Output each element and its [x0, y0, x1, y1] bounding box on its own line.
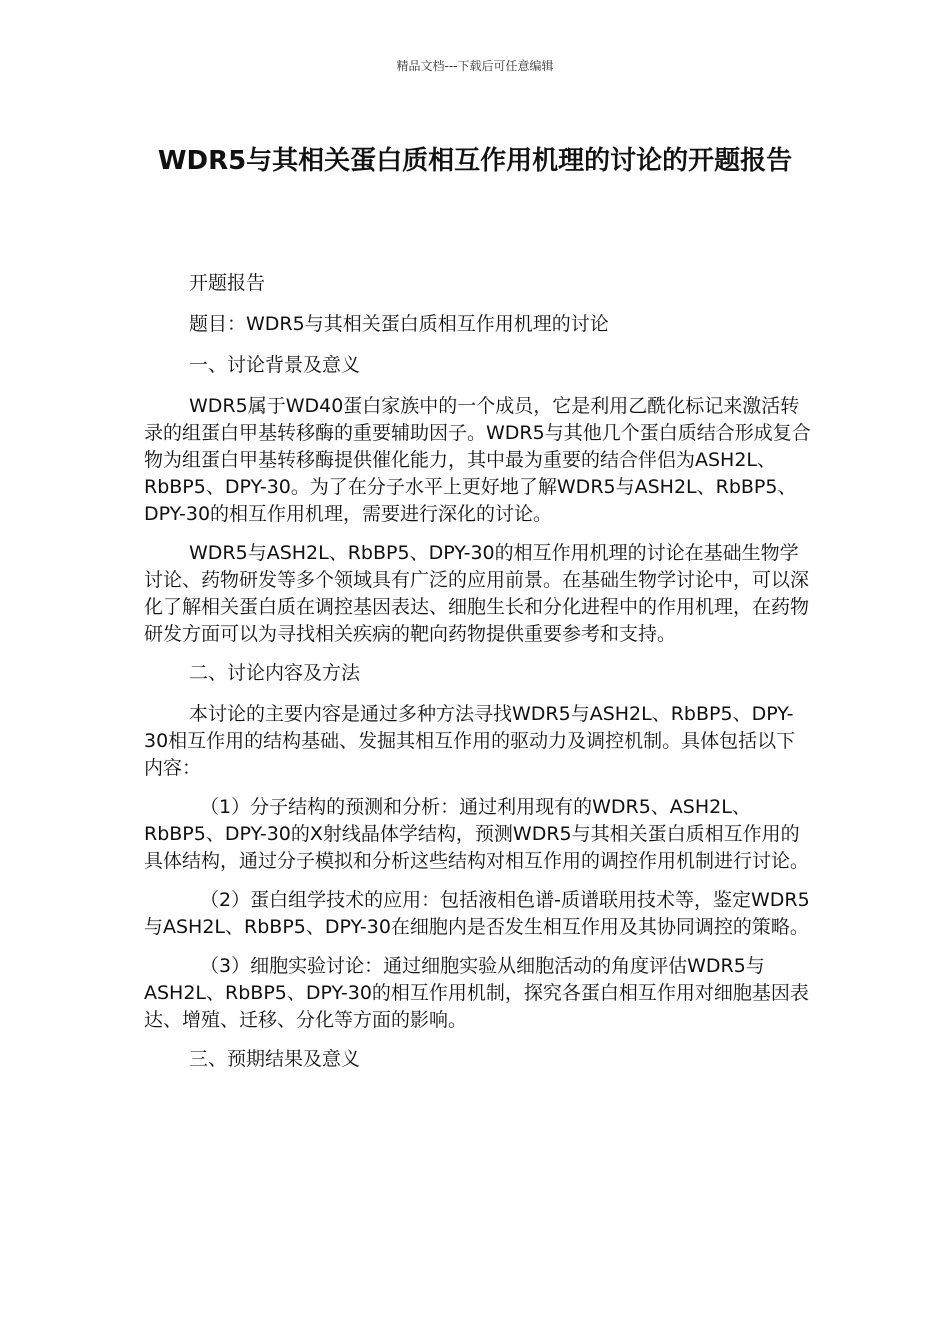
paragraph-background-1: WDR5属于WD40蛋白家族中的一个成员，它是利用乙酰化标记来激活转录的组蛋白甲基转移酶的重要辅助因子。WDR5与其他几个蛋白质结合形成复合物为组蛋白甲基转移酶提供催化能力，其中最为重要的结合伴侣为ASH2L、RbBP5、DPY-30。为了在分子水平上更好地了解WDR5与ASH2L、RbBP5、DPY-30的相互作用机理，需要进行深化的讨论。 [144, 395, 811, 525]
list-item-structure-prediction: （1）分子结构的预测和分析：通过利用现有的WDR5、ASH2L、RbBP5、DPY-30的X射线晶体学结构，预测WDR5与其相关蛋白质相互作用的具体结构，通过分子模拟和分析这些结构对相互作用的调控作用机制进行讨论。 [144, 796, 810, 872]
section-heading-expected-results: 三、预期结果及意义 [189, 1048, 361, 1070]
report-label: 开题报告 [189, 272, 266, 294]
paragraph-background-2: WDR5与ASH2L、RbBP5、DPY-30的相互作用机理的讨论在基础生物学讨论、药物研发等多个领域具有广泛的应用前景。在基础生物学讨论中，可以深化了解相关蛋白质在调控基因表达、细胞生长和分化进程中的作用机理，在药物研发方面可以为寻找相关疾病的靶向药物提供重要参考和支持。 [144, 542, 810, 645]
paragraph-content-intro: 本讨论的主要内容是通过多种方法寻找WDR5与ASH2L、RbBP5、DPY-30相互作用的结构基础、发掘其相互作用的驱动力及调控机制。具体包括以下内容： [144, 703, 796, 779]
section-heading-content-methods: 二、讨论内容及方法 [189, 662, 361, 684]
document-body [144, 270, 812, 1087]
list-item-cell-experiments: （3）细胞实验讨论：通过细胞实验从细胞活动的角度评估WDR5与ASH2L、RbBP5、DPY-30的相互作用机制，探究各蛋白相互作用对细胞基因表达、增殖、迁移、分化等方面的影响。 [144, 955, 809, 1031]
list-item-proteomics: （2）蛋白组学技术的应用：包括液相色谱-质谱联用技术等，鉴定WDR5与ASH2L、RbBP5、DPY-30在细胞内是否发生相互作用及其协同调控的策略。 [144, 889, 810, 938]
page-header-note: 精品文档---下载后可任意编辑 [396, 59, 554, 73]
document-title: WDR5与其相关蛋白质相互作用机理的讨论的开题报告 [157, 146, 793, 176]
topic-line: 题目：WDR5与其相关蛋白质相互作用机理的讨论 [189, 313, 609, 335]
section-heading-background: 一、讨论背景及意义 [189, 354, 361, 376]
